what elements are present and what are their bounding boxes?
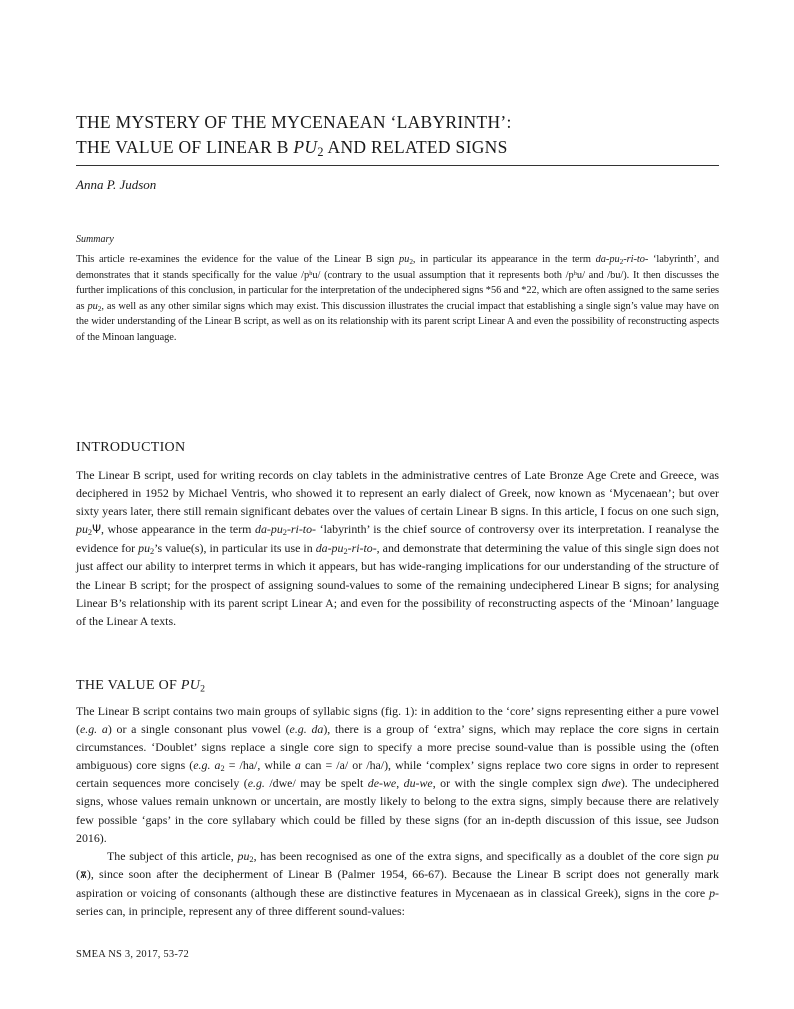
value-paragraph-2: The subject of this article, $pu_2$, has been recognised as one of the extra signs, and specifically as a doublet of the core sign pu (ѫ), since soon after the decipherment of Linear B (Palmer 1954, 66-67). Because the Linear B script does not generally mark aspiration or voicing of consonants (although these are distinctive features in Mycenaean as in classical Greek), signs in the core p-series can, in principle, represent any of three different sound-values:	[76, 848, 719, 919]
title-divider	[76, 165, 719, 166]
journal-citation-footer: SMEA NS 3, 2017, 53-72	[76, 949, 189, 960]
author-name: Anna P. Judson	[76, 177, 157, 192]
title-line-2: THE VALUE OF LINEAR B $PU_2$ AND RELATED SIGNS	[76, 137, 508, 160]
article-title	[76, 110, 719, 160]
pu-sign-glyph: ѫ	[79, 867, 87, 881]
introduction-heading: INTRODUCTION	[76, 440, 186, 455]
introduction-paragraph: The Linear B script, used for writing records on clay tablets in the administrative centres of Late Bronze Age Crete and Greece, was deciphered in 1952 by Michael Ventris, who showed it to represent an early dialect of Greek, now known as ‘Mycenaean’; but over sixty years later, there still remain significant debates over the values of certain Linear B signs. In this article, I focus on one such sign, $pu_2\Psi$, whose appearance in the term $da-pu_2-ri-to-$ ‘labyrinth’ is the chief source of controversy over its interpretation. I reanalyse the evidence for $pu_2’s$ value(s), in particular its use in $da-pu_2-ri-to-$, and demonstrate that determining the value of this single sign does not just affect our ability to interpret terms in which it appears, but has wide-ranging implications for our understanding of the structure of the Linear B script; for the prospect of assigning sound-values to some of the remaining undeciphered Linear B signs; for analysing Linear B’s relationship with its parent script Linear A; and even for the possibility of reconstructing aspects of the ‘Minoan’ language of the Linear A texts.	[76, 468, 719, 628]
value-section-body	[76, 702, 719, 920]
value-of-pu2-heading: THE VALUE OF $PU_2$	[76, 678, 206, 695]
pu2-sign-glyph: Ψ	[92, 523, 101, 537]
summary-abstract: This article re-examines the evidence for the value of the Linear B sign $pu_2$, in particular its appearance in the term $da-pu_2-ri-to-$ ‘labyrinth’, and demonstrates that it stands specifically for the value /pʰu/ (contrary to the usual assumption that it represents both /pʰu/ and /bu/). It then discusses the further implications of this conclusion, in particular for the interpretation of the undeciphered signs *56 and *22, which are often assigned to the same series as $pu_2$, as well as any other similar signs which may exist. This discussion illustrates the crucial impact that establishing a single sign’s value may have on the wider understanding of the Linear B script, as well as on its relationship with its parent script Linear A and even the possibility of reconstructing aspects of the Minoan language.	[76, 254, 719, 343]
title-line-1: THE MYSTERY OF THE MYCENAEAN ‘LABYRINTH’:	[76, 112, 512, 132]
value-paragraph-1: The Linear B script contains two main groups of syllabic signs (fig. 1): in addition to the ‘core’ signs representing either a pure vowel (e.g. a) or a single consonant plus vowel (e.g. da), there is a group of ‘extra’ signs, which may replace the core signs in certain circumstances. ‘Doublet’ signs replace a single core sign to specify a more precise sound-value than is possible using the (often ambiguous) core signs (e.g. $a_2 = /ha/$, while a can = /a/ or /ha/), while ‘complex’ signs replace two core signs in order to represent certain sequences more concisely (e.g. /dwe/ may be spelt de-we, du-we, or with the single complex sign dwe). The undeciphered signs, whose values remain unknown or uncertain, are mostly likely to belong to the extra signs, simply because there are relatively few possible ‘gaps’ in the core syllabary which could be filled by these signs (for an in-depth discussion of this issue, see Judson 2016).	[76, 704, 719, 845]
summary-label: Summary	[76, 234, 114, 245]
